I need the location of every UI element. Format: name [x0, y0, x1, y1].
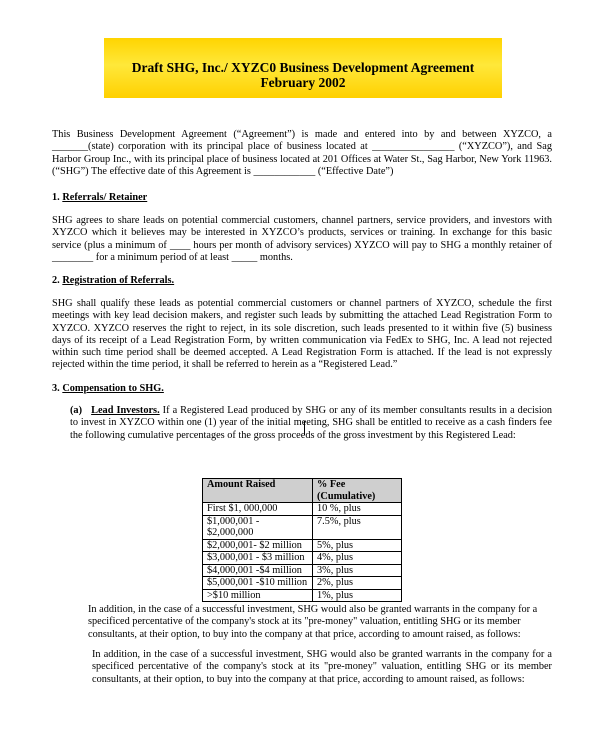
section-number: 1. — [52, 192, 60, 203]
section-title: Compensation to SHG. — [62, 383, 164, 394]
table-cell: 10 %, plus — [313, 503, 402, 516]
section-3-heading — [52, 383, 164, 394]
table-header-row — [203, 479, 402, 503]
section-1-heading — [52, 192, 147, 203]
section-title: Referrals/ Retainer — [62, 192, 148, 203]
fee-table — [202, 478, 402, 602]
table-row — [203, 515, 402, 539]
table-cell: $5,000,001 -$10 million — [203, 577, 313, 590]
subsection-heading: Lead Investors. — [91, 405, 160, 416]
section-number: 2. — [52, 275, 60, 286]
subsection-a — [70, 405, 552, 442]
column-header-amount: Amount Raised — [203, 479, 313, 503]
title-banner — [104, 38, 502, 98]
document-title: Draft SHG, Inc./ XYZC0 Business Development Agreement — [131, 60, 475, 75]
text-cursor — [304, 421, 307, 435]
table-cell: $3,000,001 - $3 million — [203, 552, 313, 565]
table-row — [203, 539, 402, 552]
addition-paragraph-2: In addition, in the case of a successful investment, SHG would also be granted warrants in the company for a specificed percentative of the company's stock at its "pre-money" valuation, entitling SHG or its member consultants, at their option, to buy into the company at that price, according to amount raised, as follows: — [92, 649, 552, 685]
table-row — [203, 564, 402, 577]
table-cell: 7.5%, plus — [313, 515, 402, 539]
intro-paragraph: This Business Development Agreement (“Agreement”) is made and entered into by and between XYZCO, a _______(state) corporation with its principal place of business located at ________________ (“XYZCO”), and Sag Harbor Group Inc., with its principal place of business located at 201 Offices at Water St., Sag Harbor, New York 11963. (“SHG”) The effective date of this Agreement is ____________ (“Effective Date”) — [52, 129, 552, 177]
addition-paragraph-1: In addition, in the case of a successful investment, SHG would also be granted warrants in the company for a specificed percentative of the company's stock at its "pre-money" valuation, entitling SHG or its member consultants, at their option, to buy into the company at that price, according to amount raised, as follows: — [88, 604, 538, 640]
table-cell: 1%, plus — [313, 589, 402, 602]
section-2-heading — [52, 275, 174, 286]
table-row — [203, 552, 402, 565]
table-cell: 5%, plus — [313, 539, 402, 552]
table-cell: 3%, plus — [313, 564, 402, 577]
table-cell: 2%, plus — [313, 577, 402, 590]
table-row — [203, 589, 402, 602]
table-cell: $4,000,001 -$4 million — [203, 564, 313, 577]
table-cell: 4%, plus — [313, 552, 402, 565]
table-row — [203, 577, 402, 590]
table-cell: $1,000,001 - $2,000,000 — [203, 515, 313, 539]
table-cell: $2,000,001- $2 million — [203, 539, 313, 552]
column-header-fee: % Fee (Cumulative) — [313, 479, 402, 503]
table-row — [203, 503, 402, 516]
table-cell: >$10 million — [203, 589, 313, 602]
section-1-body: SHG agrees to share leads on potential commercial customers, channel partners, service providers, and investors with XYZCO which it believes may be interested in XYZCO’s products, services or training. In exchange for this basic service (plus a minimum of ____ hours per month of advisory services) XYZCO will pay to SHG a monthly retainer of ________ for a minimum period of at least _____ months. — [52, 215, 552, 263]
document-date: February 2002 — [260, 75, 346, 90]
table-cell: First $1, 000,000 — [203, 503, 313, 516]
section-title: Registration of Referrals. — [62, 275, 175, 286]
subsection-label: (a) — [70, 405, 83, 416]
section-number: 3. — [52, 383, 60, 394]
subsection-body: If a Registered Lead produced by SHG or any of its member consultants results in a decision to invest in XYZCO within one (1) year of the initial meeting, SHG shall be entitled to receive as a cash finders fee the following cumulative percentages of the gross proceeds of the gross investment by this Registered Lead: — [70, 405, 553, 441]
section-2-body: SHG shall qualify these leads as potential commercial customers or channel partners of XYZCO, schedule the first meetings with key lead decision makers, and register such leads by submitting the attached Lead Registration Form to XYZCO. XYZCO reserves the right to reject, in its sole discretion, such leads presented to it within five (5) business days of its receipt of a Lead Registration Form, by written communication via FedEx to SHG, Inc. A lead not rejected within such time period shall be deemed accepted. A Lead Registration Form is attached. If the lead is not expressly rejected within the time period, it shall be referred to herein as a “Registered Lead.” — [52, 298, 552, 371]
